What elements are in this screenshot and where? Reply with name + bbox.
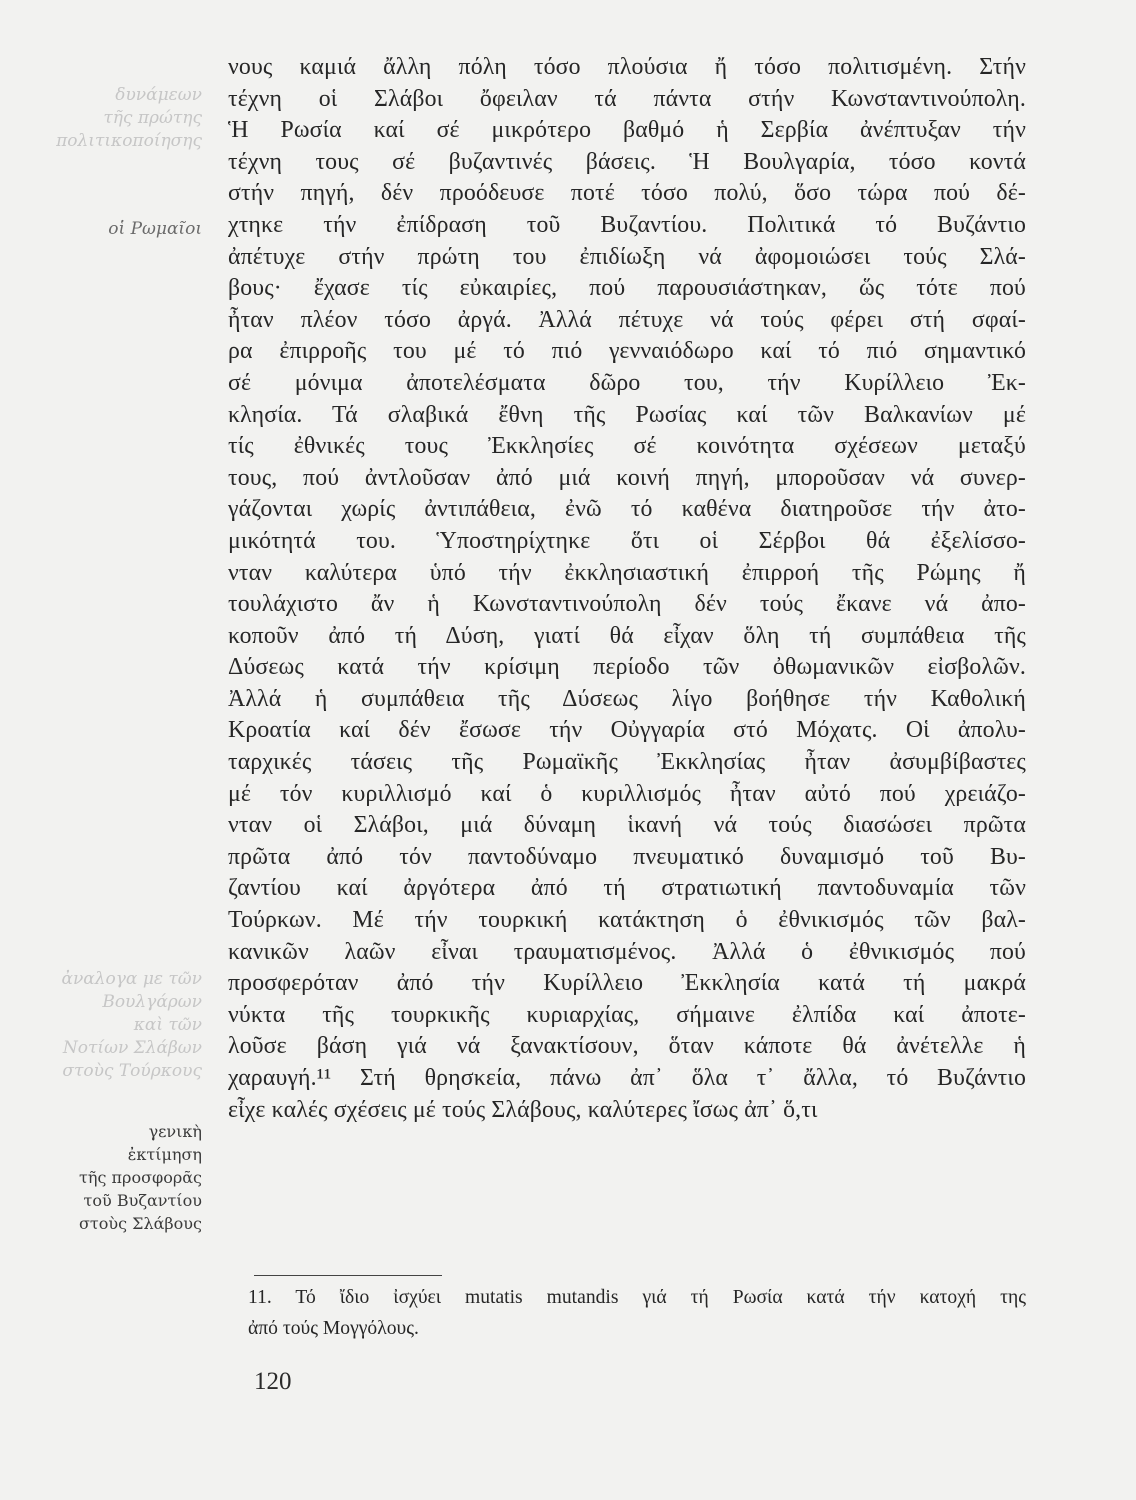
text-line: λοῦσε βάση γιά νά ξανακτίσουν, ὅταν κάποτε θά ἀνέτελλε ἡ [228, 1033, 1026, 1060]
text-line: χτηκε τήν ἐπίδραση τοῦ Βυζαντίου. Πολιτικά τό Βυζάντιο [228, 211, 1026, 238]
text-line: τουλάχιστο ἄν ἡ Κωνσταντινούπολη δέν τούς ἔκανε νά ἀπο- [228, 591, 1026, 618]
text-line: σέ μόνιμα ἀποτελέσματα δῶρο του, τήν Κυρίλλειο Ἐκ- [228, 369, 1026, 396]
text-line: τίς ἐθνικές τους Ἐκκλησίες σέ κοινότητα σχέσεων μεταξύ [228, 433, 1026, 460]
text-line: τέχνη τους σέ βυζαντινές βάσεις. Ἡ Βουλγαρία, τόσο κοντά [228, 148, 1026, 175]
text-line: νους καμιά ἄλλη πόλη τόσο πλούσια ἤ τόσο πολιτισμένη. Στήν [228, 54, 1026, 80]
text-line: κλησία. Τά σλαβικά ἔθνη τῆς Ρωσίας καί τῶν Βαλκανίων μέ [228, 401, 1026, 428]
text-line: τους, πού ἀντλοῦσαν ἀπό μιά κοινή πηγή, μποροῦσαν νά συνερ- [228, 464, 1026, 491]
text-line: νταν καλύτερα ὑπό τήν ἐκκλησιαστική ἐπιρροή τῆς Ρώμης ἤ [228, 559, 1026, 586]
footnote [248, 1282, 1026, 1344]
text-line: ἀπέτυχε στήν πρώτη του ἐπιδίωξη νά ἀφομοιώσει τούς Σλά- [228, 243, 1026, 270]
footnote-divider [254, 1275, 442, 1276]
text-line: Κροατία καί δέν ἔσωσε τήν Οὐγγαρία στό Μόχατς. Οἱ ἀπολυ- [228, 717, 1026, 744]
text-line: προσφερόταν ἀπό τήν Κυρίλλειο Ἐκκλησία κατά τή μακρά [228, 970, 1026, 997]
text-line: χαραυγή.¹¹ Στή θρησκεία, πάνω ἀπ᾽ ὅλα τ᾽ ἄλλα, τό Βυζάντιο [228, 1065, 1026, 1091]
text-line: ἦταν πλέον τόσο ἀργά. Ἀλλά πέτυχε νά τούς φέρει στή σφαί- [228, 306, 1026, 333]
body-text [228, 52, 1026, 1126]
text-line: πρῶτα ἀπό τόν παντοδύναμο πνευματικό δυναμισμό τοῦ Βυ- [228, 843, 1026, 870]
text-line: κοποῦν ἀπό τή Δύση, γιατί θά εἶχαν ὅλη τή συμπάθεια τῆς [228, 622, 1026, 649]
text-line: τέχνη οἱ Σλάβοι ὄφειλαν τά πάντα στήν Κωνσταντινούπολη. [228, 85, 1026, 112]
text-line: βους· ἔχασε τίς εὐκαιρίες, πού παρουσιάστηκαν, ὥς τότε πού [228, 275, 1026, 302]
text-line: Δύσεως κατά τήν κρίσιμη περίοδο τῶν ὀθωμανικῶν εἰσβολῶν. [228, 654, 1026, 681]
text-line: Ἀλλά ἡ συμπάθεια τῆς Δύσεως λίγο βοήθησε τήν Καθολική [228, 685, 1026, 712]
margin-bleed-top: δυνάμεων τῆς πρώτης πολιτικοποίησης [56, 85, 202, 151]
margin-bleed-mid: ἀναλογα με τῶν Βουλγάρων καὶ τῶν Νοτίων Σλάβων στοὺς Τούρκους [61, 969, 202, 1081]
text-line: ταρχικές τάσεις τῆς Ρωμαϊκῆς Ἐκκλησίας ἦταν ἀσυμβίβαστες [228, 749, 1026, 776]
sidenote-estimate: γενικὴ ἐκτίμηση [127, 1122, 202, 1164]
text-line: νύκτα τῆς τουρκικῆς κυριαρχίας, σήμαινε ἐλπίδα καί ἀποτε- [228, 1001, 1026, 1028]
text-line: νταν οἱ Σλάβοι, μιά δύναμη ἱκανή νά τούς διασώσει πρῶτα [228, 812, 1026, 839]
footnote-line: ἀπό τούς Μογγόλους. [248, 1318, 419, 1339]
footnote-line: 11. Τό ἴδιο ἰσχύει mutatis mutandis γιά τή Ρωσία κατά τήν κατοχή της [248, 1287, 1026, 1308]
page-number: 120 [254, 1368, 292, 1395]
sidenote-contribution: τῆς προσφορᾶς τοῦ Βυζαντίου στοὺς Σλάβους [78, 1168, 202, 1233]
text-line: Τούρκων. Μέ τήν τουρκική κατάκτηση ὁ ἐθνικισμός τῶν βαλ- [228, 907, 1026, 934]
margin-bleed-romans: οἱ Ρωμαῖοι [108, 219, 202, 239]
text-line: μέ τόν κυριλλισμό καί ὁ κυριλλισμός ἦταν αὐτό πού χρειάζο- [228, 780, 1026, 807]
text-line: γάζονται χωρίς ἀντιπάθεια, ἐνῶ τό καθένα διατηροῦσε τήν ἀτο- [228, 496, 1026, 523]
text-line: μικότητά του. Ὑποστηρίχτηκε ὅτι οἱ Σέρβοι θά ἐξελίσσο- [228, 527, 1026, 554]
text-line: ρα ἐπιρροῆς του μέ τό πιό γενναιόδωρο καί τό πιό σημαντικό [228, 338, 1026, 365]
text-line: Ἡ Ρωσία καί σέ μικρότερο βαθμό ἡ Σερβία ἀνέπτυξαν τήν [228, 117, 1026, 144]
text-line: κανικῶν λαῶν εἶναι τραυματισμένος. Ἀλλά ὁ ἐθνικισμός πού [228, 938, 1026, 965]
text-line: εἶχε καλές σχέσεις μέ τούς Σλάβους, καλύτερες ἴσως ἀπ᾽ ὅ,τι [228, 1096, 818, 1123]
text-line: ζαντίου καί ἀργότερα ἀπό τή στρατιωτική παντοδυναμία τῶν [228, 875, 1026, 902]
text-line: στήν πηγή, δέν προόδευσε ποτέ τόσο πολύ, ὅσο τώρα πού δέ- [228, 180, 1026, 207]
